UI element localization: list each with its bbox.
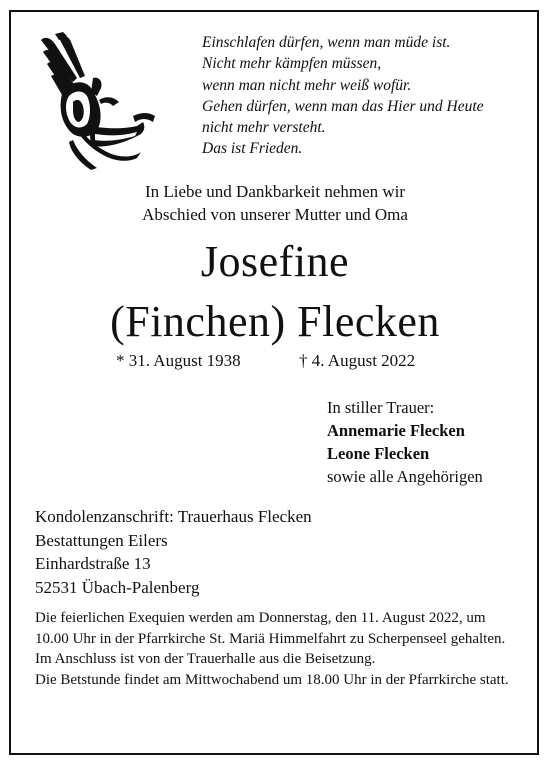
intro-line-1: In Liebe und Dankbarkeit nehmen wir	[144, 182, 406, 201]
death-date: † 4. August 2022	[299, 351, 416, 370]
poem-line: nicht mehr versteht.	[202, 119, 326, 137]
mourner-name: Leone Flecken	[327, 444, 430, 463]
mourners-heading: In stiller Trauer:	[327, 398, 435, 417]
exequies-paragraph: Die feierlichen Exequien werden am Donnerstag, den 11. August 2022, um 10.00 Uhr in der Pfarrkirche St. Mariä Himmelfahrt zu Scherpenseel gehalten. Im Anschluss ist von der Trauerhalle aus die Beisetzung.	[35, 610, 506, 667]
service-info	[35, 608, 520, 690]
poem	[202, 32, 484, 160]
poem-line: Nicht mehr kämpfen müssen,	[202, 55, 382, 73]
praying-hands-icon	[33, 30, 158, 175]
intro-line-2: Abschied von unserer Mutter und Oma	[142, 205, 408, 224]
address-line: Kondolenzanschrift: Trauerhaus Flecken	[35, 507, 312, 526]
mourners-others: sowie alle Angehörigen	[327, 467, 483, 486]
address-line: Bestattungen Eilers	[35, 530, 168, 550]
mourners-block	[327, 396, 483, 488]
poem-line: wenn man nicht mehr weiß wofür.	[202, 76, 412, 94]
deceased-first-name: Josefine	[200, 237, 350, 286]
poem-line: Einschlafen dürfen, wenn man müde ist.	[202, 34, 451, 51]
poem-line: Das ist Frieden.	[202, 140, 303, 158]
prayer-hour-paragraph: Die Betstunde findet am Mittwochabend um 18.00 Uhr in der Pfarrkirche statt.	[35, 671, 509, 688]
poem-line: Gehen dürfen, wenn man das Hier und Heute	[202, 97, 484, 115]
deceased-full-name: (Finchen) Flecken	[110, 297, 440, 346]
farewell-intro	[0, 180, 550, 226]
address-line: 52531 Übach-Palenberg	[35, 577, 200, 597]
birth-date: * 31. August 1938	[116, 351, 241, 370]
address-line: Einhardstraße 13	[35, 554, 151, 573]
condolence-address	[35, 505, 312, 599]
mourner-name: Annemarie Flecken	[327, 421, 465, 440]
